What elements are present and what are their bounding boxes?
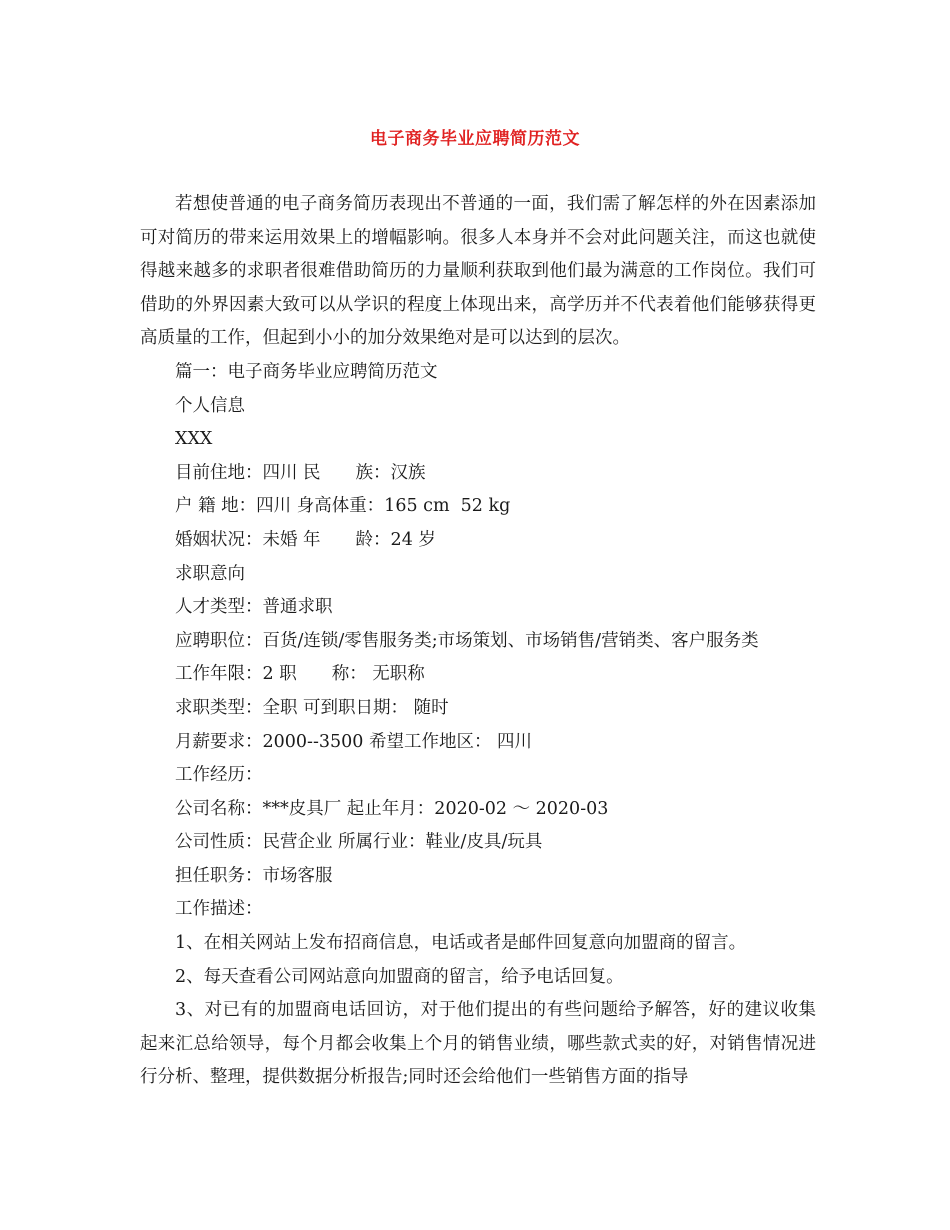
applied-position-line: 应聘职位：百货/连锁/零售服务类;市场策划、市场销售/营销类、客户服务类 xyxy=(175,630,759,651)
intro-paragraph: 若想使普通的电子商务简历表现出不普通的一面，我们需了解怎样的外在因素添加可对简历的带来运用效果上的增幅影响。很多人本身并不会对此问题关注，而这也就使得越来越多的求职者很难借助简历的力量顺利获取到他们最为满意的工作岗位。我们可借助的外界因素大致可以从学识的程度上体现出来，高学历并不代表着他们能够获得更高质量的工作，但起到小小的加分效果绝对是可以达到的层次。 xyxy=(140,194,816,349)
job-duty-item-1: 1、在相关网站上发布招商信息，电话或者是邮件回复意向加盟商的留言。 xyxy=(175,933,747,954)
personal-info-heading: 个人信息 xyxy=(175,395,245,416)
applicant-name: XXX xyxy=(175,429,213,450)
hometown-height-weight-line: 户 籍 地：四川 身高体重：165 cm 52 kg xyxy=(175,496,511,517)
job-intention-heading: 求职意向 xyxy=(175,563,245,584)
job-duty-item-3: 3、对已有的加盟商电话回访，对于他们提出的有些问题给予解答，好的建议收集起来汇总给领导，每个月都会收集上个月的销售业绩，哪些款式卖的好，对销售情况进行分析、整理，提供数据分析报告;同时还会给他们一些销售方面的指导 xyxy=(140,1000,816,1088)
marital-age-line: 婚姻状况：未婚 年 龄：24 岁 xyxy=(175,529,436,550)
work-experience-heading: 工作经历： xyxy=(175,765,263,786)
job-description-heading: 工作描述： xyxy=(175,899,263,920)
job-duty-item-2: 2、每天查看公司网站意向加盟商的留言，给予电话回复。 xyxy=(175,966,624,987)
company-name-period-line: 公司名称：***皮具厂 起止年月：2020-02 ～ 2020-03 xyxy=(175,798,609,819)
company-nature-industry-line: 公司性质：民营企业 所属行业：鞋业/皮具/玩具 xyxy=(175,832,543,853)
salary-location-line: 月薪要求：2000--3500 希望工作地区： 四川 xyxy=(175,731,533,752)
section-heading: 篇一：电子商务毕业应聘简历范文 xyxy=(175,361,438,382)
position-held-line: 担任职务：市场客服 xyxy=(175,865,333,886)
residence-ethnicity-line: 目前住地：四川 民 族：汉族 xyxy=(175,462,426,483)
talent-type-line: 人才类型：普通求职 xyxy=(175,597,333,618)
job-type-availability-line: 求职类型：全职 可到职日期： 随时 xyxy=(175,697,449,718)
document-body xyxy=(140,188,816,1095)
work-years-title-line: 工作年限：2 职 称： 无职称 xyxy=(175,664,425,685)
document-title: 电子商务毕业应聘简历范文 xyxy=(370,129,580,149)
